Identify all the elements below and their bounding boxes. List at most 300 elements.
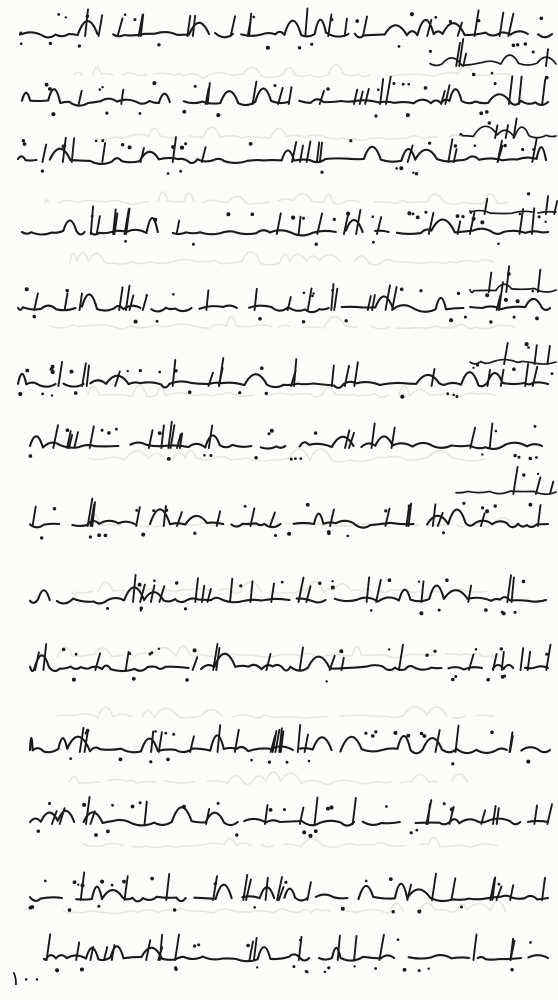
diacritic-dot [239, 584, 242, 587]
diacritic-dot [192, 243, 195, 246]
ascender-stroke [121, 90, 123, 104]
diacritic-dot [349, 139, 352, 142]
ascender-stroke [308, 288, 312, 310]
ascender-stroke [34, 293, 38, 310]
diacritic-dot [174, 369, 178, 373]
diacritic-dot [23, 142, 27, 146]
diacritic-dot [25, 369, 29, 373]
diacritic-dot [512, 44, 516, 48]
diacritic-dot [124, 240, 127, 243]
diacritic-dot [101, 429, 104, 432]
diacritic-dot [423, 734, 427, 738]
diacritic-dot [193, 532, 196, 535]
ascender-stroke [193, 657, 198, 670]
ascender-stroke [161, 425, 164, 448]
ink-stroke [18, 147, 546, 164]
diacritic-dot [268, 761, 271, 764]
diacritic-dot [246, 944, 250, 948]
diacritic-dot [171, 145, 175, 149]
ink-stroke [470, 211, 556, 214]
text-line [30, 797, 552, 838]
diacritic-dot [537, 473, 539, 475]
diacritic-dot [30, 905, 34, 909]
diacritic-dot [519, 213, 522, 216]
diacritic-dot [513, 454, 516, 457]
diacritic-dot [51, 365, 55, 369]
ascender-stroke [513, 467, 517, 494]
diacritic-dot [217, 802, 220, 805]
diacritic-dot [374, 730, 377, 733]
diacritic-dot [48, 802, 51, 805]
bleed-through-stroke [83, 837, 497, 847]
diacritic-dot [173, 908, 176, 911]
diacritic-dot [127, 370, 129, 372]
diacritic-dot [395, 167, 398, 170]
ink-stroke [456, 491, 556, 494]
diacritic-dot [385, 805, 388, 808]
diacritic-dot [446, 392, 449, 395]
ascender-stroke [386, 77, 391, 104]
diacritic-dot [551, 372, 554, 375]
diacritic-dot [535, 317, 539, 321]
diacritic-dot [456, 214, 460, 218]
diacritic-dot [235, 833, 238, 836]
diacritic-dot [451, 678, 455, 682]
text-line [22, 206, 548, 246]
diacritic-dot [244, 505, 247, 508]
diacritic-dot [141, 533, 145, 537]
diacritic-dot [77, 884, 79, 886]
diacritic-dot [106, 607, 109, 610]
diacritic-dot [25, 287, 29, 291]
diacritic-dot [504, 144, 507, 147]
text-line [30, 575, 546, 615]
diacritic-dot [167, 457, 171, 461]
diacritic-dot [494, 504, 497, 507]
ascender-stroke [470, 428, 475, 448]
ascender-stroke [193, 16, 195, 36]
diacritic-dot [475, 648, 478, 651]
ascender-stroke [363, 17, 367, 36]
diacritic-dot [166, 758, 170, 762]
bleed-through-stroke [89, 449, 486, 462]
diacritic-dot [284, 881, 287, 884]
diacritic-dot [412, 172, 414, 174]
diacritic-dot [51, 112, 55, 116]
diacritic-dot [399, 166, 403, 170]
diacritic-dot [481, 453, 483, 455]
diacritic-dot [490, 731, 494, 735]
ascender-stroke [305, 8, 307, 36]
diacritic-dot [274, 534, 277, 537]
ascender-stroke [254, 938, 257, 960]
diacritic-dot [22, 139, 25, 142]
diacritic-dot [388, 648, 390, 650]
ascender-stroke [126, 652, 129, 670]
diacritic-dot [303, 292, 306, 295]
diacritic-dot [419, 289, 422, 292]
ascender-stroke [99, 15, 103, 36]
diacritic-dot [164, 732, 167, 735]
diacritic-dot [529, 941, 532, 944]
ascender-stroke [202, 147, 206, 162]
diacritic-dot [450, 807, 454, 811]
ascender-stroke [407, 885, 411, 900]
diacritic-dot [513, 316, 516, 319]
ascender-stroke [143, 295, 147, 310]
diacritic-dot [324, 971, 327, 974]
text-line [470, 192, 557, 224]
ascender-stroke [92, 502, 95, 526]
diacritic-dot [521, 148, 524, 151]
diacritic-dot [78, 44, 81, 47]
diacritic-dot [400, 288, 404, 292]
ascender-stroke [463, 54, 466, 66]
diacritic-dot [292, 965, 295, 968]
diacritic-dot [495, 430, 498, 433]
diacritic-dot [392, 82, 395, 85]
page-number: ١٠٠ [10, 966, 43, 990]
ascender-stroke [475, 10, 479, 36]
diacritic-dot [330, 18, 333, 21]
diacritic-dot [491, 72, 494, 75]
ascender-stroke [547, 804, 552, 824]
diacritic-dot [486, 678, 490, 682]
ascender-stroke [278, 88, 283, 104]
ink-stroke [30, 807, 548, 825]
diacritic-dot [188, 390, 192, 394]
diacritic-dot [364, 732, 367, 735]
diacritic-dot [153, 218, 157, 222]
text-line [20, 8, 552, 49]
diacritic-dot [429, 50, 432, 53]
ascender-stroke [528, 652, 530, 670]
diacritic-dot [197, 943, 200, 946]
bleed-through-strokes [40, 64, 514, 913]
diacritic-dot [51, 370, 55, 374]
ascender-stroke [493, 806, 496, 824]
diacritic-dot [443, 802, 446, 805]
ink-stroke [30, 509, 548, 527]
diacritic-dot [418, 581, 420, 583]
ascender-stroke [267, 654, 271, 670]
diacritic-dot [107, 431, 111, 435]
diacritic-dot [365, 880, 368, 883]
diacritic-dot [258, 317, 262, 321]
ascender-stroke [130, 295, 134, 310]
diacritic-dot [184, 607, 187, 610]
diacritic-dot [139, 801, 142, 804]
diacritic-dot [434, 16, 437, 19]
ascender-stroke [488, 370, 491, 386]
diacritic-dot [135, 509, 138, 512]
diacritic-dot [62, 648, 66, 652]
diacritic-dot [209, 454, 212, 457]
diacritic-dot [94, 833, 98, 837]
diacritic-dot [268, 432, 271, 435]
diacritic-dot [400, 395, 404, 399]
diacritic-dot [139, 369, 142, 372]
diacritic-dot [329, 805, 333, 809]
diacritic-dot [449, 20, 452, 23]
diacritic-dot [331, 580, 333, 582]
diacritic-dot [494, 82, 497, 85]
diacritic-dot [457, 292, 460, 295]
diacritic-dot [238, 391, 241, 394]
ascender-stroke [497, 887, 502, 901]
diacritic-dot [158, 371, 161, 374]
diacritic-dot [249, 142, 253, 146]
diacritic-dot [510, 968, 513, 971]
diacritic-dot [312, 292, 314, 294]
diacritic-dot [501, 675, 505, 679]
diacritic-dot [415, 829, 418, 832]
ascender-stroke [542, 79, 545, 104]
diacritic-dot [501, 611, 504, 614]
diacritic-dot [306, 503, 310, 507]
bleed-through-stroke [50, 317, 515, 329]
diacritic-dot [250, 759, 253, 762]
diacritic-dot [449, 318, 453, 322]
diacritic-dot [175, 581, 178, 584]
diacritic-dot [40, 536, 43, 539]
diacritic-dot [355, 19, 359, 23]
diacritic-dot [345, 319, 348, 322]
diacritic-dot [152, 509, 155, 512]
ascender-stroke [495, 125, 497, 138]
ascender-stroke [365, 89, 369, 104]
diacritic-dot [341, 907, 345, 911]
diacritic-dot [157, 43, 160, 46]
diacritic-dot [156, 320, 159, 323]
diacritic-dot [300, 457, 303, 460]
diacritic-dot [185, 678, 189, 682]
ink-stroke [470, 360, 556, 364]
ascender-stroke [525, 364, 528, 386]
diacritic-dot [251, 213, 255, 217]
ascender-stroke [305, 735, 308, 753]
diacritic-dot [149, 653, 152, 656]
diacritic-dot [320, 171, 323, 174]
diacritic-dot [420, 732, 424, 736]
diacritic-dot [485, 509, 489, 513]
ascender-stroke [315, 798, 318, 824]
diacritic-dot [451, 762, 454, 765]
diacritic-dot [299, 939, 302, 942]
diacritic-dot [131, 805, 135, 809]
ascender-stroke [230, 579, 232, 602]
ascender-stroke [166, 874, 169, 900]
diacritic-dot [518, 456, 521, 459]
ascender-stroke [354, 936, 356, 960]
diacritic-dot [253, 906, 256, 909]
ascender-stroke [82, 363, 86, 386]
ascender-stroke [112, 945, 115, 960]
diacritic-dot [524, 42, 527, 45]
ascender-stroke [506, 125, 508, 138]
ascender-stroke [473, 935, 476, 961]
diacritic-dot [410, 831, 413, 834]
ascender-stroke [490, 424, 493, 448]
text-line [470, 266, 556, 303]
diacritic-dot [124, 13, 127, 16]
diacritic-dot [140, 607, 143, 610]
diacritic-dot [57, 13, 60, 16]
ascender-stroke [538, 505, 541, 526]
diacritic-dot [53, 507, 56, 510]
diacritic-dot [138, 583, 142, 587]
ascender-stroke [104, 947, 107, 960]
diacritic-dot [121, 143, 124, 146]
diacritic-dot [372, 215, 375, 218]
diacritic-dot [406, 113, 410, 117]
ascender-stroke [250, 941, 254, 960]
diacritic-dot [153, 579, 156, 582]
diacritic-dot [139, 112, 142, 115]
ascender-stroke [300, 648, 303, 671]
diacritic-dot [389, 877, 393, 881]
diacritic-dot [104, 534, 108, 538]
diacritic-dot [290, 458, 293, 461]
diacritic-dot [485, 293, 489, 297]
ink-stroke [18, 294, 550, 312]
diacritic-dot [514, 611, 517, 614]
diacritic-dot [134, 320, 138, 324]
diacritic-dot [302, 217, 305, 220]
diacritic-dot [374, 114, 377, 117]
ascender-stroke [102, 143, 105, 162]
diacritic-dot [101, 86, 103, 88]
text-line [44, 934, 548, 973]
ascender-stroke [299, 217, 301, 234]
diacritic-dot [512, 367, 516, 371]
diacritic-dot [20, 42, 23, 45]
diacritic-dot [540, 17, 544, 21]
diacritic-dot [424, 86, 428, 90]
diacritic-dot [73, 880, 77, 884]
ascender-stroke [468, 586, 471, 602]
diacritic-dot [75, 653, 78, 656]
diacritic-dot [392, 910, 395, 913]
diacritic-dot [269, 808, 273, 812]
diacritic-dot [315, 243, 318, 246]
diacritic-dot [504, 298, 508, 302]
ascender-stroke [433, 504, 436, 526]
diacritic-dot [500, 647, 503, 650]
ascender-stroke [353, 798, 356, 824]
diacritic-dot [74, 391, 78, 395]
diacritic-dot [480, 220, 484, 224]
diacritic-dot [89, 535, 92, 538]
diacritic-dot [48, 87, 52, 91]
ink-stroke [44, 946, 548, 961]
diacritic-dot [122, 880, 126, 884]
ink-stroke [18, 372, 548, 388]
ascender-stroke [177, 221, 180, 235]
diacritic-dot [545, 653, 548, 656]
text-line [22, 76, 548, 117]
diacritic-dot [454, 675, 457, 678]
diacritic-dot [479, 111, 483, 115]
ascender-stroke [266, 878, 268, 900]
ascender-stroke [125, 876, 128, 900]
diacritic-dot [184, 142, 187, 145]
diacritic-dot [545, 76, 549, 80]
ascender-stroke [506, 266, 509, 292]
ascender-stroke [317, 142, 319, 162]
ascender-stroke [218, 725, 221, 752]
diacritic-dot [291, 216, 295, 220]
diacritic-dot [150, 877, 154, 881]
diacritic-dot [477, 19, 480, 22]
diacritic-dot [311, 295, 314, 298]
bleed-through-stroke [64, 901, 506, 913]
diacritic-dot [472, 367, 474, 369]
diacritic-dot [252, 16, 255, 19]
diacritic-dot [254, 456, 257, 459]
ascender-stroke [35, 652, 39, 670]
ascender-stroke [118, 18, 123, 36]
diacritic-dot [384, 509, 387, 512]
ascender-stroke [546, 645, 550, 670]
diacritic-dot [472, 73, 476, 77]
diacritic-dot [172, 733, 175, 736]
diacritic-dot [353, 965, 355, 967]
diacritic-dot [418, 969, 421, 972]
diacritic-dot [111, 884, 114, 887]
ascender-stroke [151, 731, 153, 752]
diacritic-dot [149, 760, 152, 763]
ink-stroke [22, 89, 548, 106]
ascender-stroke [332, 366, 334, 387]
diacritic-dot [66, 428, 70, 432]
diacritic-dot [193, 648, 197, 652]
diacritic-dot [497, 243, 500, 246]
diacritic-dot [425, 654, 428, 657]
ascender-stroke [159, 732, 162, 752]
diacritic-dot [97, 905, 100, 908]
diacritic-dot [532, 148, 535, 151]
diacritic-dot [407, 211, 411, 215]
diacritic-dot [256, 966, 258, 968]
ink-stroke [470, 284, 556, 292]
bleed-through-stroke [70, 252, 494, 265]
diacritic-dot [346, 535, 349, 538]
ascender-stroke [208, 83, 210, 104]
diacritic-dot [274, 84, 277, 87]
ascender-stroke [438, 513, 443, 526]
bleed-through-stroke [96, 127, 477, 140]
diacritic-dot [527, 346, 530, 349]
ascender-stroke [507, 575, 511, 602]
ascender-stroke [504, 343, 508, 364]
diacritic-dot [152, 81, 156, 85]
diacritic-dot [105, 112, 108, 115]
ascender-stroke [65, 293, 68, 310]
ink-stroke [22, 218, 548, 235]
ascender-stroke [76, 942, 79, 960]
diacritic-dot [70, 370, 74, 374]
diacritic-dot [454, 144, 457, 147]
diacritic-dot [132, 677, 136, 681]
ascender-stroke [320, 143, 322, 162]
diacritic-dot [424, 211, 427, 214]
ascender-stroke [512, 577, 514, 602]
diacritic-dot [55, 968, 59, 972]
bleed-through-stroke [88, 386, 495, 398]
diacritic-dot [97, 533, 101, 537]
ascender-stroke [33, 507, 36, 526]
